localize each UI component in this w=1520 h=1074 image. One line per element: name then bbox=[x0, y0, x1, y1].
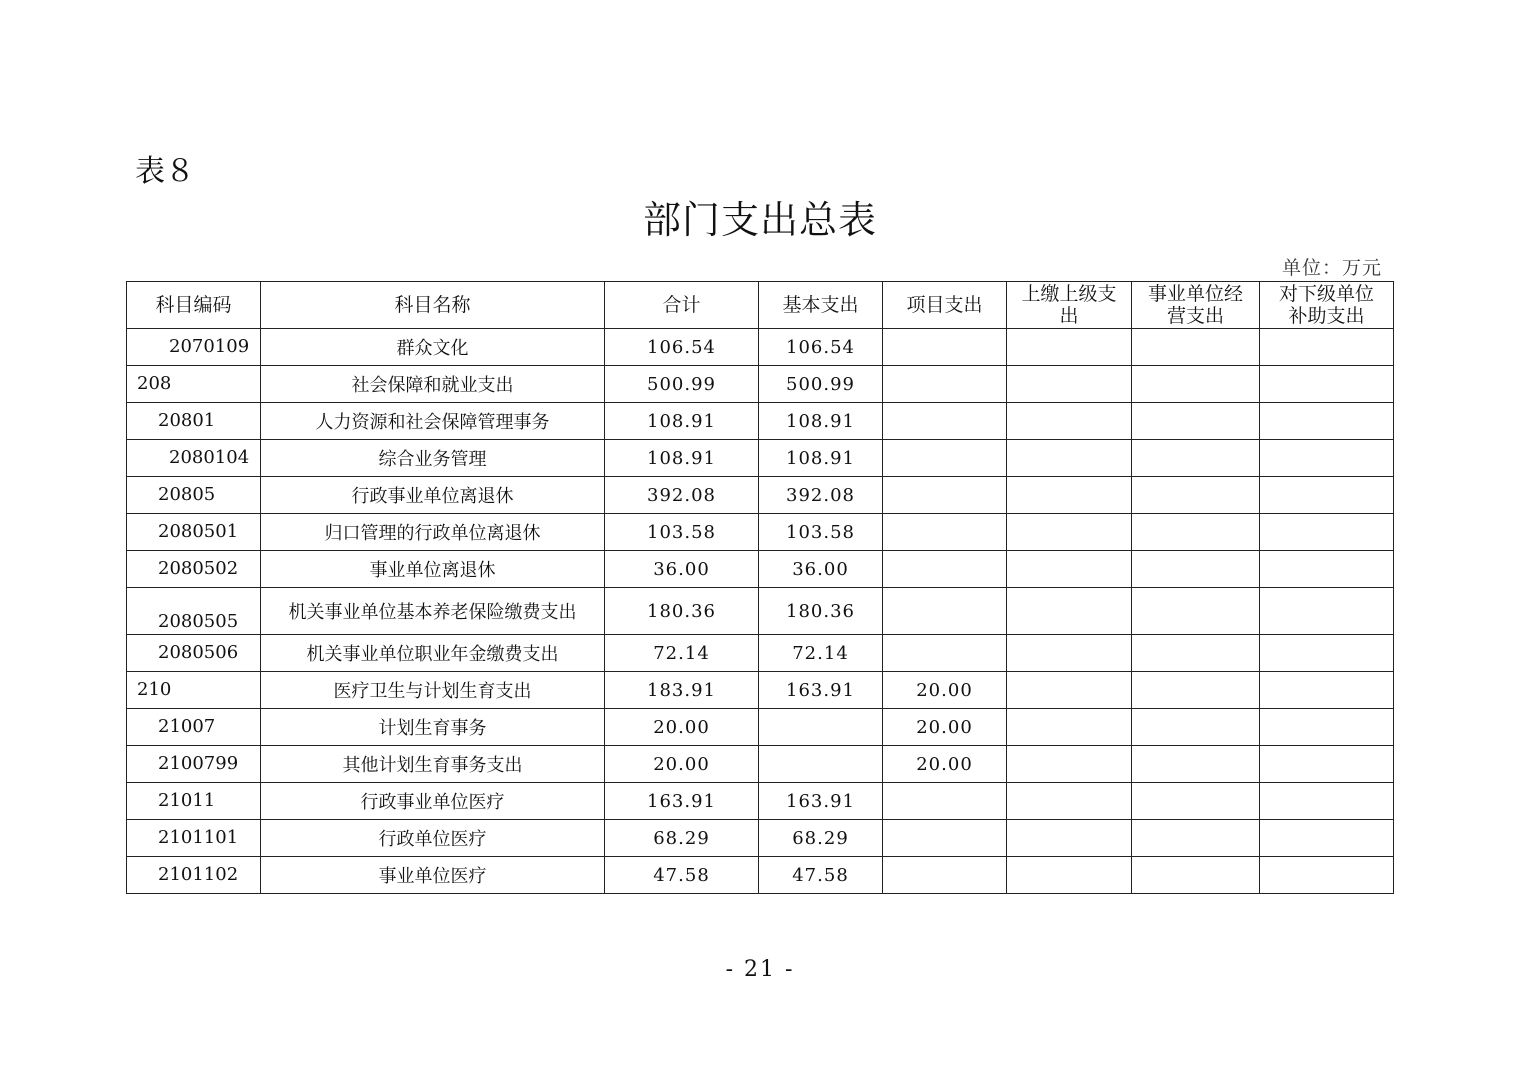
name-cell: 行政事业单位离退休 bbox=[261, 477, 605, 514]
code-cell bbox=[127, 514, 261, 551]
project-cell bbox=[883, 635, 1007, 672]
sub-cell bbox=[1260, 514, 1394, 551]
header-total: 合计 bbox=[605, 282, 759, 329]
basic-cell bbox=[759, 746, 883, 783]
upper-cell bbox=[1007, 746, 1132, 783]
biz-cell bbox=[1132, 857, 1260, 894]
name-cell: 计划生育事务 bbox=[261, 709, 605, 746]
basic-cell: 108.91 bbox=[759, 403, 883, 440]
biz-cell bbox=[1132, 588, 1260, 635]
code-text: 21011 bbox=[158, 790, 216, 811]
upper-cell bbox=[1007, 635, 1132, 672]
sub-cell bbox=[1260, 551, 1394, 588]
table-row bbox=[127, 588, 1394, 635]
sub-cell bbox=[1260, 709, 1394, 746]
sub-cell bbox=[1260, 366, 1394, 403]
basic-cell: 500.99 bbox=[759, 366, 883, 403]
basic-cell: 106.54 bbox=[759, 329, 883, 366]
table-row bbox=[127, 672, 1394, 709]
biz-cell bbox=[1132, 403, 1260, 440]
code-cell bbox=[127, 635, 261, 672]
basic-cell: 103.58 bbox=[759, 514, 883, 551]
header-biz-line2: 营支出 bbox=[1166, 305, 1224, 327]
code-text: 2101102 bbox=[158, 864, 239, 885]
sub-cell bbox=[1260, 329, 1394, 366]
code-text: 208 bbox=[137, 373, 172, 394]
name-cell: 社会保障和就业支出 bbox=[261, 366, 605, 403]
upper-cell bbox=[1007, 783, 1132, 820]
code-text: 210 bbox=[137, 679, 172, 700]
code-cell bbox=[127, 857, 261, 894]
upper-cell bbox=[1007, 857, 1132, 894]
header-biz-line1: 事业单位经 bbox=[1147, 283, 1243, 305]
page-title: 部门支出总表 bbox=[642, 198, 877, 242]
name-cell: 机关事业单位职业年金缴费支出 bbox=[261, 635, 605, 672]
sub-cell bbox=[1260, 477, 1394, 514]
code-text: 2101101 bbox=[158, 827, 239, 848]
code-cell bbox=[127, 672, 261, 709]
name-cell: 事业单位离退休 bbox=[261, 551, 605, 588]
project-cell bbox=[883, 783, 1007, 820]
basic-cell: 36.00 bbox=[759, 551, 883, 588]
project-cell bbox=[883, 857, 1007, 894]
name-cell: 医疗卫生与计划生育支出 bbox=[261, 672, 605, 709]
project-cell bbox=[883, 588, 1007, 635]
total-cell: 500.99 bbox=[605, 366, 759, 403]
total-cell: 68.29 bbox=[605, 820, 759, 857]
name-cell: 综合业务管理 bbox=[261, 440, 605, 477]
table-row bbox=[127, 514, 1394, 551]
sub-cell bbox=[1260, 820, 1394, 857]
table-row bbox=[127, 820, 1394, 857]
project-cell bbox=[883, 477, 1007, 514]
upper-cell bbox=[1007, 672, 1132, 709]
biz-cell bbox=[1132, 551, 1260, 588]
table-row bbox=[127, 783, 1394, 820]
page-number: - 21 - bbox=[725, 957, 795, 982]
upper-cell bbox=[1007, 551, 1132, 588]
header-sub-line1: 对下级单位 bbox=[1278, 283, 1374, 305]
upper-cell bbox=[1007, 820, 1132, 857]
header-name: 科目名称 bbox=[261, 282, 605, 329]
name-cell: 行政事业单位医疗 bbox=[261, 783, 605, 820]
code-cell bbox=[127, 440, 261, 477]
total-cell: 47.58 bbox=[605, 857, 759, 894]
total-cell: 72.14 bbox=[605, 635, 759, 672]
table-row bbox=[127, 329, 1394, 366]
table-row bbox=[127, 857, 1394, 894]
table-row bbox=[127, 440, 1394, 477]
project-cell: 20.00 bbox=[883, 746, 1007, 783]
upper-cell bbox=[1007, 588, 1132, 635]
project-cell: 20.00 bbox=[883, 709, 1007, 746]
basic-cell: 392.08 bbox=[759, 477, 883, 514]
code-cell bbox=[127, 329, 261, 366]
header-business-operation bbox=[1132, 282, 1260, 329]
basic-cell: 163.91 bbox=[759, 783, 883, 820]
name-cell: 群众文化 bbox=[261, 329, 605, 366]
code-cell bbox=[127, 366, 261, 403]
code-text: 2070109 bbox=[169, 336, 250, 357]
name-cell: 其他计划生育事务支出 bbox=[261, 746, 605, 783]
total-cell: 180.36 bbox=[605, 588, 759, 635]
header-project: 项目支出 bbox=[883, 282, 1007, 329]
name-cell: 行政单位医疗 bbox=[261, 820, 605, 857]
code-cell bbox=[127, 588, 261, 635]
code-text: 2080506 bbox=[158, 642, 239, 663]
biz-cell bbox=[1132, 820, 1260, 857]
biz-cell bbox=[1132, 477, 1260, 514]
upper-cell bbox=[1007, 477, 1132, 514]
total-cell: 36.00 bbox=[605, 551, 759, 588]
expenditure-table bbox=[126, 281, 1394, 894]
upper-cell bbox=[1007, 403, 1132, 440]
total-cell: 163.91 bbox=[605, 783, 759, 820]
upper-cell bbox=[1007, 709, 1132, 746]
upper-cell bbox=[1007, 329, 1132, 366]
sub-cell bbox=[1260, 857, 1394, 894]
header-upper-payment bbox=[1007, 282, 1132, 329]
project-cell bbox=[883, 403, 1007, 440]
code-text: 2100799 bbox=[158, 753, 239, 774]
upper-cell bbox=[1007, 514, 1132, 551]
sub-cell bbox=[1260, 440, 1394, 477]
header-subsidy bbox=[1260, 282, 1394, 329]
upper-cell bbox=[1007, 366, 1132, 403]
table-row bbox=[127, 709, 1394, 746]
code-text: 2080502 bbox=[158, 558, 239, 579]
biz-cell bbox=[1132, 514, 1260, 551]
total-cell: 183.91 bbox=[605, 672, 759, 709]
total-cell: 108.91 bbox=[605, 440, 759, 477]
project-cell bbox=[883, 551, 1007, 588]
total-cell: 20.00 bbox=[605, 709, 759, 746]
code-cell bbox=[127, 551, 261, 588]
header-code: 科目编码 bbox=[127, 282, 261, 329]
basic-cell: 72.14 bbox=[759, 635, 883, 672]
name-cell: 人力资源和社会保障管理事务 bbox=[261, 403, 605, 440]
sub-cell bbox=[1260, 746, 1394, 783]
header-basic: 基本支出 bbox=[759, 282, 883, 329]
header-sub-line2: 补助支出 bbox=[1288, 305, 1365, 327]
basic-cell: 47.58 bbox=[759, 857, 883, 894]
table-row bbox=[127, 403, 1394, 440]
upper-cell bbox=[1007, 440, 1132, 477]
total-cell: 106.54 bbox=[605, 329, 759, 366]
name-cell: 归口管理的行政单位离退休 bbox=[261, 514, 605, 551]
sub-cell bbox=[1260, 403, 1394, 440]
sub-cell bbox=[1260, 783, 1394, 820]
name-cell: 事业单位医疗 bbox=[261, 857, 605, 894]
biz-cell bbox=[1132, 635, 1260, 672]
table-row bbox=[127, 746, 1394, 783]
code-cell bbox=[127, 709, 261, 746]
table-label: 表８ bbox=[135, 154, 195, 189]
code-text: 20805 bbox=[158, 484, 216, 505]
biz-cell bbox=[1132, 709, 1260, 746]
project-cell bbox=[883, 440, 1007, 477]
table-row bbox=[127, 477, 1394, 514]
code-text: 2080505 bbox=[158, 611, 239, 632]
sub-cell bbox=[1260, 635, 1394, 672]
code-cell bbox=[127, 403, 261, 440]
unit-note: 单位：万元 bbox=[1281, 257, 1382, 279]
code-cell bbox=[127, 477, 261, 514]
project-cell bbox=[883, 514, 1007, 551]
basic-cell: 180.36 bbox=[759, 588, 883, 635]
code-text: 2080104 bbox=[169, 447, 250, 468]
biz-cell bbox=[1132, 746, 1260, 783]
name-cell: 机关事业单位基本养老保险缴费支出 bbox=[261, 588, 605, 635]
table-header-row bbox=[127, 282, 1394, 329]
basic-cell: 68.29 bbox=[759, 820, 883, 857]
biz-cell bbox=[1132, 366, 1260, 403]
table-row bbox=[127, 366, 1394, 403]
biz-cell bbox=[1132, 672, 1260, 709]
biz-cell bbox=[1132, 440, 1260, 477]
header-upper-line2: 出 bbox=[1059, 305, 1079, 327]
biz-cell bbox=[1132, 329, 1260, 366]
project-cell: 20.00 bbox=[883, 672, 1007, 709]
code-text: 20801 bbox=[158, 410, 216, 431]
code-cell bbox=[127, 746, 261, 783]
total-cell: 20.00 bbox=[605, 746, 759, 783]
basic-cell: 108.91 bbox=[759, 440, 883, 477]
total-cell: 103.58 bbox=[605, 514, 759, 551]
code-text: 2080501 bbox=[158, 521, 239, 542]
code-text: 21007 bbox=[158, 716, 216, 737]
biz-cell bbox=[1132, 783, 1260, 820]
sub-cell bbox=[1260, 672, 1394, 709]
project-cell bbox=[883, 820, 1007, 857]
code-cell bbox=[127, 820, 261, 857]
total-cell: 392.08 bbox=[605, 477, 759, 514]
basic-cell: 163.91 bbox=[759, 672, 883, 709]
code-cell bbox=[127, 783, 261, 820]
project-cell bbox=[883, 329, 1007, 366]
header-upper-line1: 上缴上级支 bbox=[1021, 283, 1117, 305]
basic-cell bbox=[759, 709, 883, 746]
total-cell: 108.91 bbox=[605, 403, 759, 440]
sub-cell bbox=[1260, 588, 1394, 635]
project-cell bbox=[883, 366, 1007, 403]
table-row bbox=[127, 551, 1394, 588]
table-row bbox=[127, 635, 1394, 672]
